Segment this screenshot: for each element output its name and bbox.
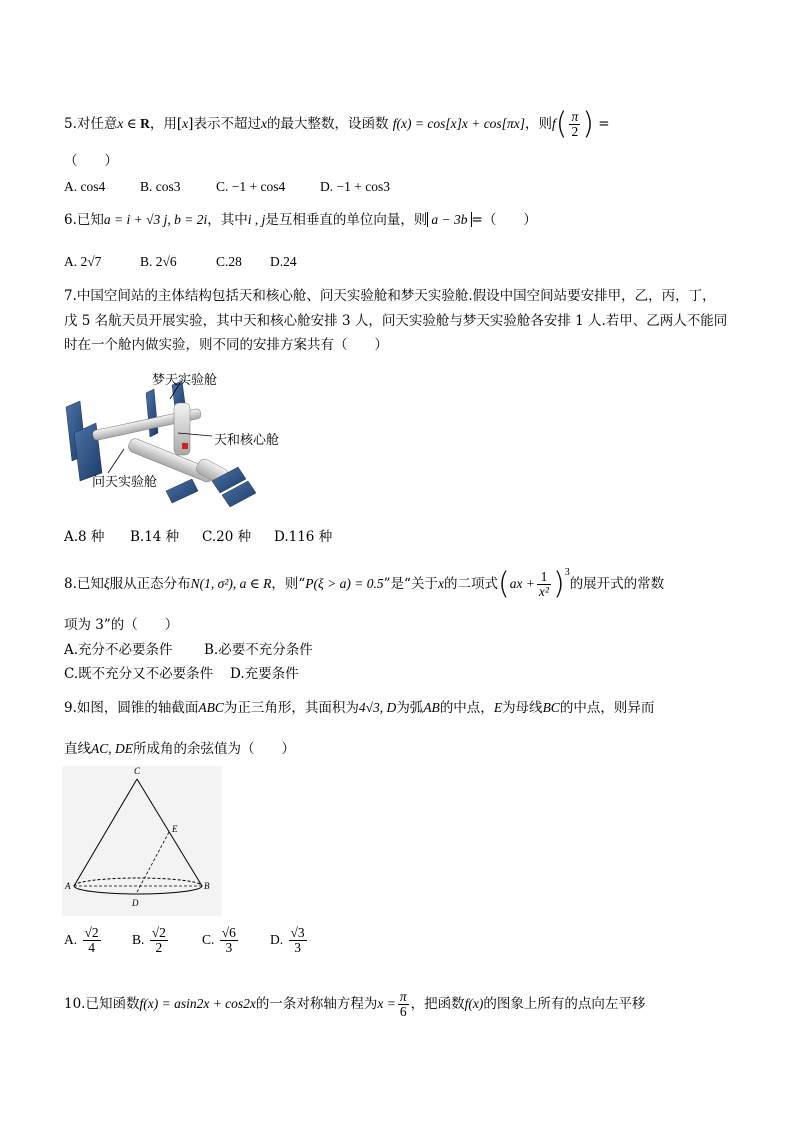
q8-text-f: 的展开式的常数 bbox=[569, 576, 665, 593]
cone-diagram bbox=[62, 766, 222, 916]
q10-stem bbox=[64, 990, 645, 1019]
q7-option-a: A.8 种 bbox=[64, 529, 105, 545]
q10-fx: f(x) bbox=[464, 996, 484, 1012]
q9-options bbox=[64, 926, 309, 955]
q8-x: x bbox=[437, 576, 444, 592]
q9-line2-math: AC, DE bbox=[91, 741, 133, 756]
q9-option-c-letter: C. bbox=[202, 931, 215, 947]
q6-ij: i , j bbox=[247, 212, 266, 227]
q7-option-c: C.20 种 bbox=[202, 529, 252, 545]
q9-text-b: 为正三角形，其面积为 bbox=[223, 700, 359, 716]
q10-text: 10.已知函数 bbox=[64, 996, 140, 1013]
q9-text-d: 的中点， bbox=[439, 700, 494, 716]
q6-option-b: B. 2√6 bbox=[140, 254, 177, 269]
q9-option-b-letter: B. bbox=[132, 931, 145, 947]
q8-exponent: 3 bbox=[564, 566, 570, 578]
q8-xi: ξ bbox=[103, 576, 110, 592]
q5-math-x-in: x ∈ bbox=[117, 116, 141, 132]
q5-stem: 5.对任意x ∈ R，用[x]表示不超过x的最大整数，设函数 f(x) = cos[x]x + cos[πx]，则f( $\frac{\pi}{2}$ ) = bbox=[64, 106, 610, 142]
q10-text-d: 的图象上所有的点向左平移 bbox=[483, 996, 646, 1013]
q10-frac-num: π bbox=[399, 989, 407, 1004]
q8-option-b: B.必要不充分条件 bbox=[204, 642, 313, 658]
q5-math-x2: x bbox=[260, 116, 267, 132]
q9-bc: BC bbox=[542, 700, 560, 715]
q5-text-b: ，用[ bbox=[149, 116, 183, 133]
q9-line2-text-b: 所成角的余弦值为（ ） bbox=[133, 741, 295, 757]
q7-options bbox=[64, 528, 332, 546]
q9-abc: ABC bbox=[198, 700, 224, 715]
q5-frac-num: π bbox=[571, 109, 579, 124]
q8-text-e: 的二项式 bbox=[443, 576, 498, 593]
q6-option-a: A. 2√7 bbox=[64, 254, 102, 269]
q9-option-d-letter: D. bbox=[270, 931, 284, 947]
q9-option-c-num: √6 bbox=[221, 925, 236, 940]
q5-paren bbox=[64, 152, 118, 170]
q10-x-eq: x = bbox=[377, 996, 396, 1012]
q8-option-a: A.充分不必要条件 bbox=[64, 642, 173, 658]
q7-option-d: D.116 种 bbox=[274, 529, 333, 545]
q5-options bbox=[64, 178, 390, 196]
q8-binomial-ax: ax + bbox=[509, 576, 535, 592]
q5-math-x: x bbox=[182, 116, 189, 132]
cone-label-c: C bbox=[134, 766, 141, 776]
q8-text: 8.已知 bbox=[64, 576, 104, 593]
q9-text-e: 为母线 bbox=[502, 700, 543, 716]
q9-option-a-letter: A. bbox=[64, 931, 78, 947]
space-station-figure bbox=[62, 363, 312, 518]
q6-text-b: ，其中 bbox=[207, 212, 248, 228]
cone-label-b: B bbox=[204, 881, 210, 891]
q5-paren-text: （ ） bbox=[64, 153, 118, 169]
q9-option-d-den: 3 bbox=[294, 940, 301, 956]
q8-option-d: D.充要条件 bbox=[230, 666, 299, 682]
q6-abs: a − 3b bbox=[427, 212, 471, 227]
q6-text-c: 是互相垂直的单位向量，则 bbox=[265, 212, 428, 228]
q6-options bbox=[64, 253, 297, 271]
q8-text-c: ，则“ bbox=[271, 576, 306, 593]
q5-frac-den: 2 bbox=[571, 124, 579, 140]
q9-option-d-num: √3 bbox=[290, 925, 305, 940]
q9-option-a-den: 4 bbox=[88, 940, 95, 956]
q5-f: f bbox=[551, 116, 556, 132]
q5-option-b: B. cos3 bbox=[140, 179, 181, 194]
label-wentian: 问天实验舱 bbox=[92, 475, 158, 490]
q8-option-c: C.既不充分又不必要条件 bbox=[64, 666, 214, 682]
q9-option-a-num: √2 bbox=[84, 925, 99, 940]
q8-distribution: N(1, σ²), a ∈ R bbox=[190, 576, 272, 592]
q9-option-b bbox=[132, 926, 202, 955]
q8-binomial-den: x² bbox=[538, 584, 549, 600]
q9-option-c bbox=[202, 926, 270, 955]
q10-frac-den: 6 bbox=[399, 1004, 407, 1020]
cone-label-e: E bbox=[172, 824, 178, 834]
q8-text-b: 服从正态分布 bbox=[109, 576, 191, 593]
q8-text-d: ”是“关于 bbox=[383, 576, 438, 593]
q5-math-R: R bbox=[140, 116, 150, 132]
q5-option-d: D. −1 + cos3 bbox=[320, 179, 390, 194]
q9-line2-text: 直线 bbox=[64, 741, 91, 757]
q7-line2: 戊 5 名航天员开展实验，其中天和核心舱安排 3 人，问天实验舱与梦天实验舱各安排 1 人.若甲、乙两人不能同 bbox=[64, 313, 728, 329]
q8-binomial-num: 1 bbox=[537, 570, 551, 585]
q5-text-d: 的最大整数，设函数 bbox=[266, 116, 389, 133]
q6-option-d: D.24 bbox=[270, 254, 297, 269]
q7-line1: 7.中国空间站的主体结构包括天和核心舱、问天实验舱和梦天实验舱.假设中国空间站要安排甲，乙，丙，丁， bbox=[64, 288, 716, 304]
q8-probability: P(ξ > a) = 0.5 bbox=[305, 576, 384, 592]
q9-stem bbox=[64, 699, 654, 717]
q9-option-b-num: √2 bbox=[151, 925, 166, 940]
cone-label-a: A bbox=[65, 881, 71, 891]
q7-option-b: B.14 种 bbox=[130, 529, 180, 545]
q5-option-c: C. −1 + cos4 bbox=[216, 179, 286, 194]
q5-text: 5.对任意 bbox=[64, 116, 118, 133]
cone-figure bbox=[62, 766, 222, 916]
q8-options-row2 bbox=[64, 665, 299, 683]
q5-text-c: ]表示不超过 bbox=[188, 116, 261, 133]
label-mengtian: 梦天实验舱 bbox=[152, 373, 218, 388]
q5-text-e: ，则 bbox=[524, 116, 552, 133]
q6-vectors: a = i + √3 j, b = 2i bbox=[103, 212, 208, 227]
q6-option-c: C.28 bbox=[216, 254, 242, 269]
label-tianhe: 天和核心舱 bbox=[214, 433, 280, 448]
q6-text-d: =（ ） bbox=[471, 212, 537, 228]
q9-option-b-den: 2 bbox=[155, 940, 163, 956]
q10-text-c: ，把函数 bbox=[410, 996, 465, 1013]
q9-text-c: 为弧 bbox=[396, 700, 424, 716]
q10-function: f(x) = asin2x + cos2x bbox=[139, 996, 256, 1012]
q5-equals: = bbox=[598, 116, 610, 133]
q8-line2: 项为 3”的（ ） bbox=[64, 617, 179, 633]
q9-area: 4√3, D bbox=[358, 700, 397, 715]
q10-text-b: 的一条对称轴方程为 bbox=[255, 996, 378, 1013]
q8-stem: 8.已知ξ服从正态分布N(1, σ²), a ∈ R，则“P(ξ > a) = 0.5”是“关于x的二项式(ax + $\frac{1}{\text{x²}}$ )$^3$的展开式的常数 bbox=[64, 566, 665, 602]
q9-text: 9.如图，圆锥的轴截面 bbox=[64, 700, 199, 716]
q9-ab: AB bbox=[423, 700, 440, 715]
q5-function: f(x) = cos[x]x + cos[πx] bbox=[392, 116, 525, 132]
q7-line3: 时在一个舱内做实验，则不同的安排方案共有（ ） bbox=[64, 337, 388, 353]
q5-option-a: A. cos4 bbox=[64, 179, 106, 194]
q9-option-d bbox=[270, 926, 309, 955]
q9-e: E bbox=[493, 700, 503, 715]
q6-text: 6.已知 bbox=[64, 212, 104, 228]
cone-label-d: D bbox=[132, 898, 139, 908]
q9-line2 bbox=[64, 740, 295, 758]
q8-options-row1 bbox=[64, 641, 313, 659]
q9-option-c-den: 3 bbox=[225, 940, 233, 956]
q9-text-f: 的中点，则异而 bbox=[559, 700, 655, 716]
q6-stem bbox=[64, 211, 537, 229]
q9-option-a bbox=[64, 926, 132, 955]
